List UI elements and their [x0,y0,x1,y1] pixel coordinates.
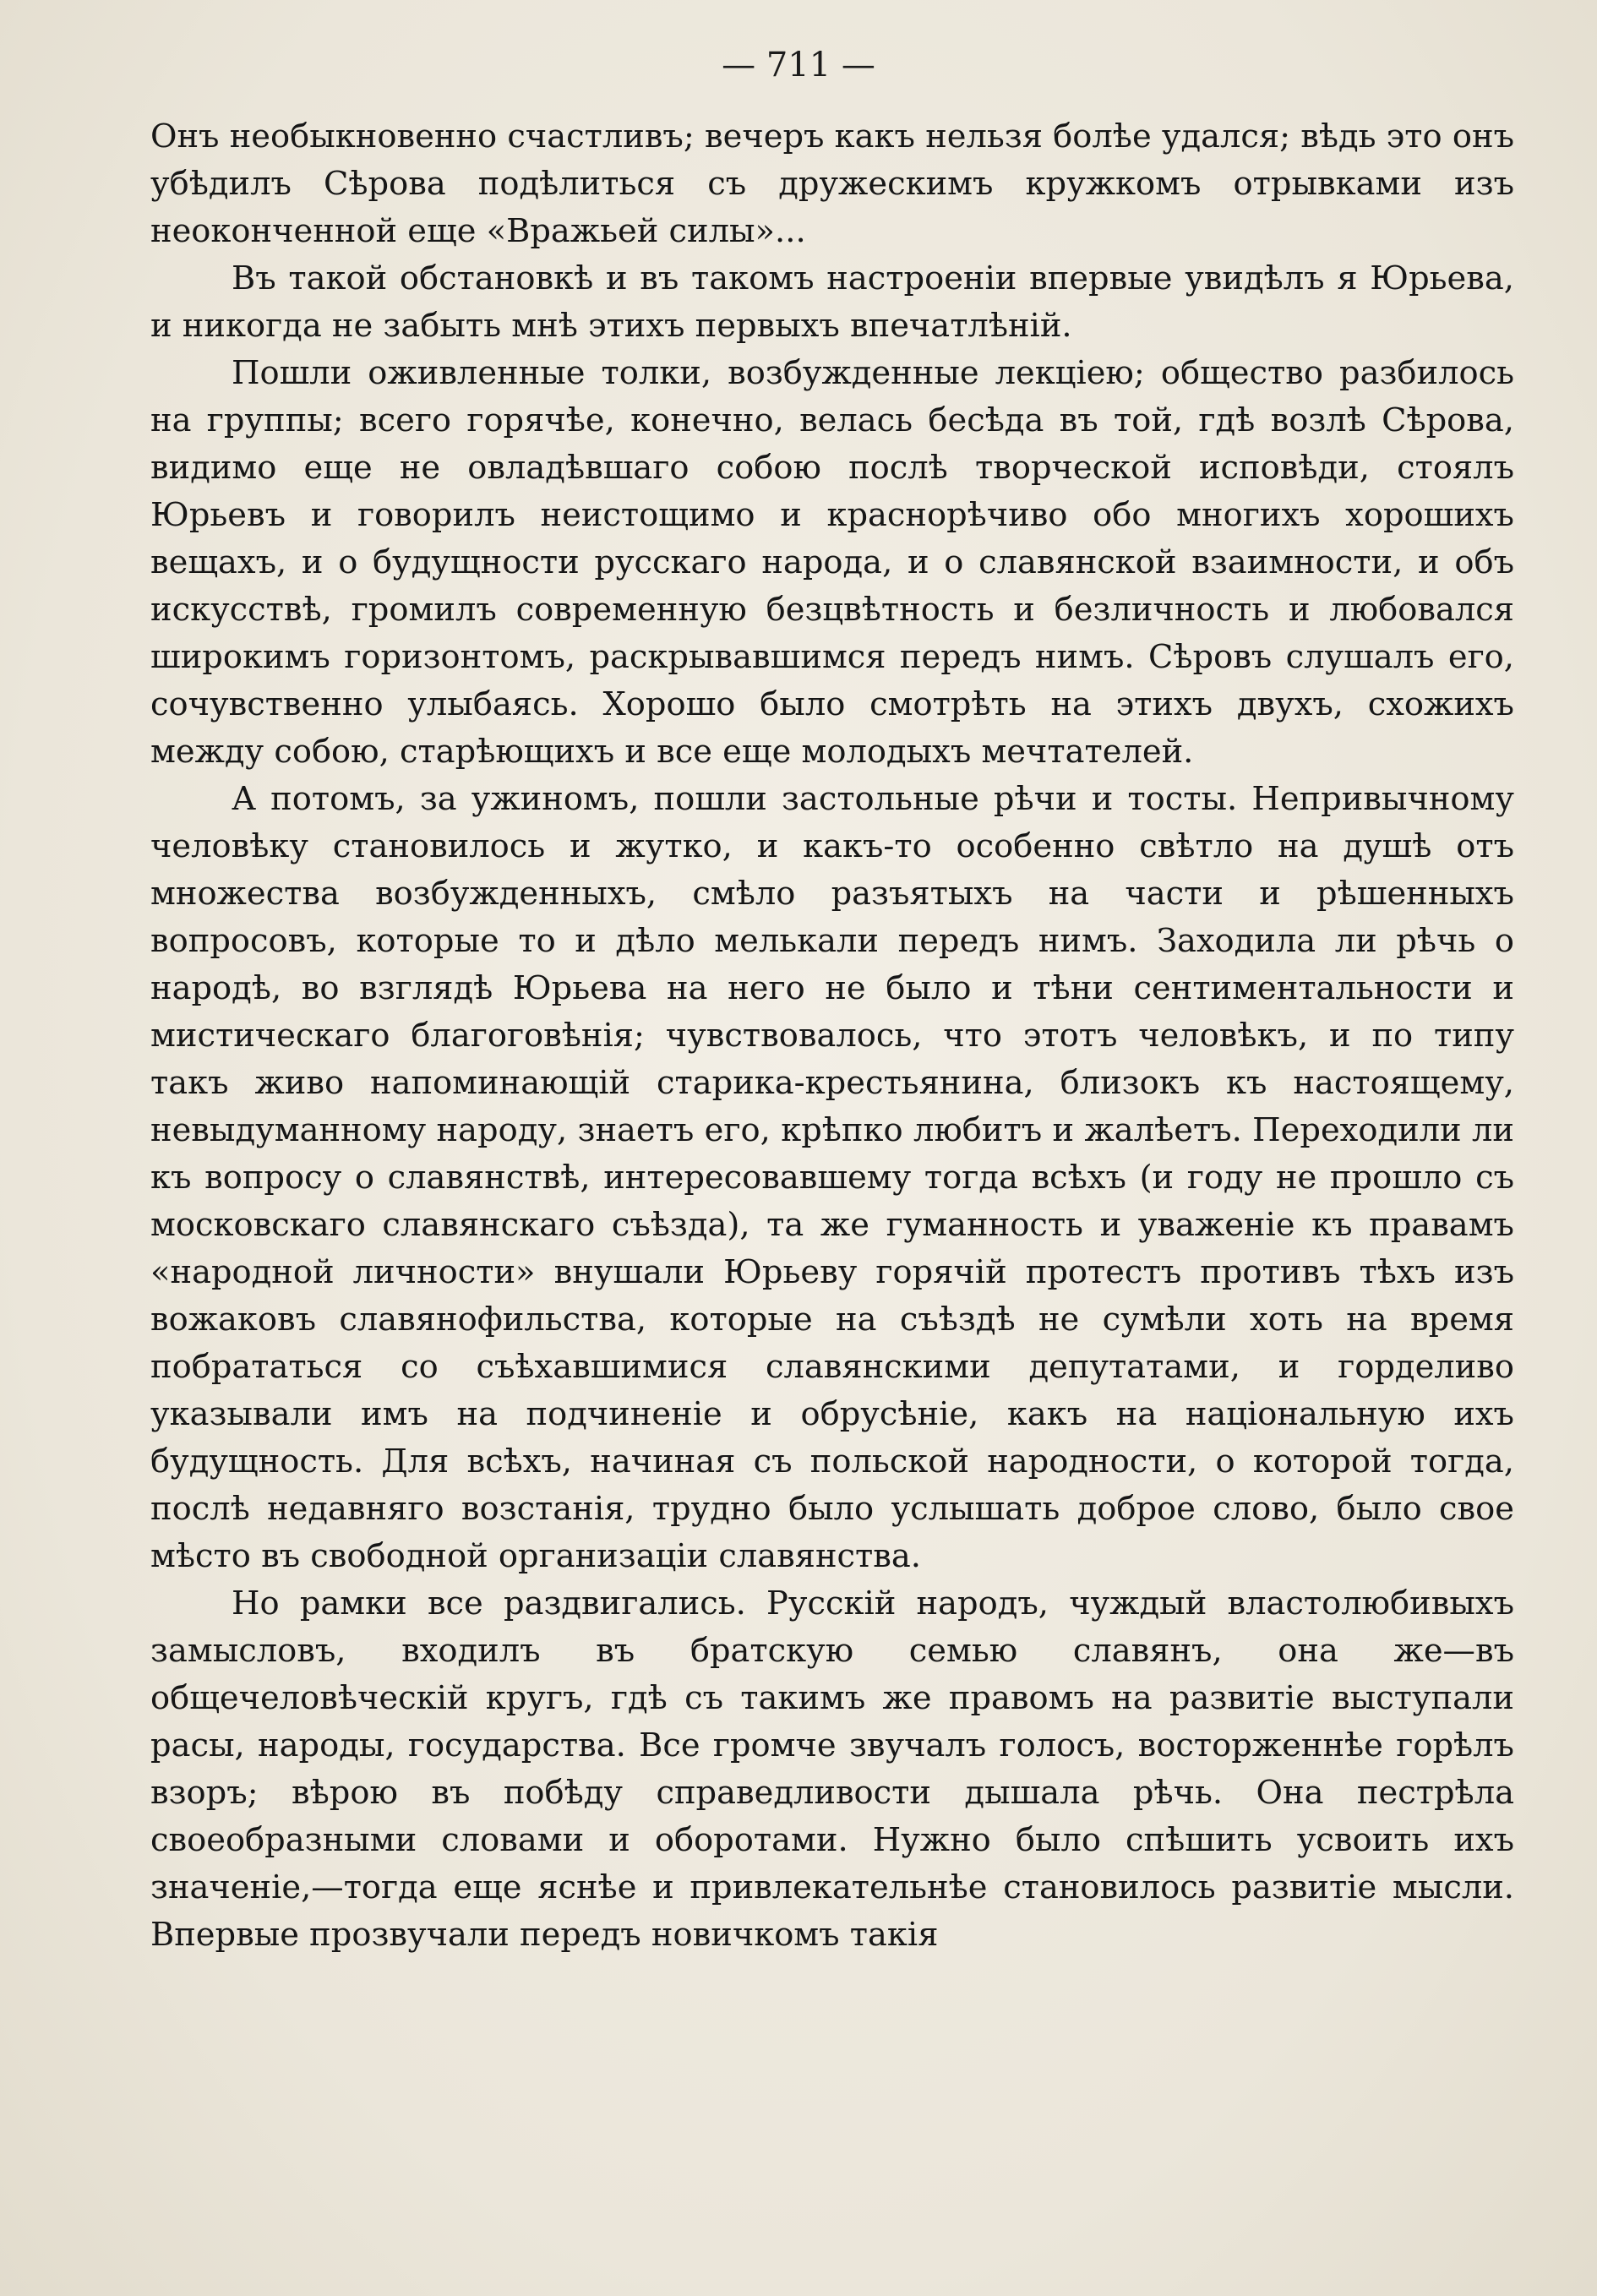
paragraph: А потомъ, за ужиномъ, пошли застольные рѣчи и тосты. Непривычному человѣку становилось и жутко, и какъ-то особенно свѣтло на душѣ отъ множества возбужденныхъ, смѣло разъятыхъ на части и рѣшенныхъ вопросовъ, которые то и дѣло мелькали передъ нимъ. Заходила ли рѣчь о народѣ, во взглядѣ Юрьева на него не было и тѣни сентиментальности и мистическаго благоговѣнія; чувствовалось, что этотъ человѣкъ, и по типу такъ живо напоминающій старика-крестьянина, близокъ къ настоящему, невыдуманному народу, знаетъ его, крѣпко любитъ и жалѣетъ. Переходили ли къ вопросу о славянствѣ, интересовавшему тогда всѣхъ (и году не прошло съ московскаго славянскаго съѣзда), та же гуманность и уваженіе къ правамъ «народной личности» внушали Юрьеву горячій протестъ противъ тѣхъ изъ вожаковъ славянофильства, которые на съѣздѣ не сумѣли хоть на время побрататься со съѣхавшимися славянскими депутатами, и горделиво указывали имъ на подчиненіе и обрусѣніе, какъ на національную ихъ будущность. Для всѣхъ, начиная съ польской народности, о которой тогда, послѣ недавняго возстанія, трудно было услышать доброе слово, было свое мѣсто въ свободной организаціи славянства. [150,780,1514,1575]
paragraph: Въ такой обстановкѣ и въ такомъ настроеніи впервые увидѣлъ я Юрьева, и никогда не забыть мнѣ этихъ первыхъ впечатлѣній. [150,259,1514,345]
paragraph: Пошли оживленные толки, возбужденные лекціею; общество разбилось на группы; всего горячѣе, конечно, велась бесѣда въ той, гдѣ возлѣ Сѣрова, видимо еще не овладѣвшаго собою послѣ творческой исповѣди, стоялъ Юрьевъ и говорилъ неистощимо и краснорѣчиво обо многихъ хорошихъ вещахъ, и о будущности русскаго народа, и о славянской взаимности, и объ искусствѣ, громилъ современную безцвѣтность и безличность и любовался широкимъ горизонтомъ, раскрывавшимся передъ нимъ. Сѣровъ слушалъ его, сочувственно улыбаясь. Хорошо было смотрѣть на этихъ двухъ, схожихъ между собою, старѣющихъ и все еще молодыхъ мечтателей. [150,354,1514,771]
paragraph: Онъ необыкновенно счастливъ; вечеръ какъ нельзя болѣе удался; вѣдь это онъ убѣдилъ Сѣрова подѣлиться съ дружескимъ кружкомъ отрывками изъ неоконченной еще «Вражьей силы»... [150,117,1514,250]
page-number: — 711 — [722,46,875,85]
paragraph: Но рамки все раздвигались. Русскій народъ, чуждый властолюбивыхъ замысловъ, входилъ въ братскую семью славянъ, она же—въ общечеловѣческій кругъ, гдѣ съ такимъ же правомъ на развитіе выступали расы, народы, государства. Все громче звучалъ голосъ, восторженнѣе горѣлъ взоръ; вѣрою въ побѣду справедливости дышала рѣчь. Она пестрѣла своеобразными словами и оборотами. Нужно было спѣшить усвоить ихъ значеніе,—тогда еще яснѣе и привлекательнѣе становилось развитіе мысли. Впервые прозвучали передъ новичкомъ такія [150,1584,1514,1954]
body-text [150,113,1514,1959]
